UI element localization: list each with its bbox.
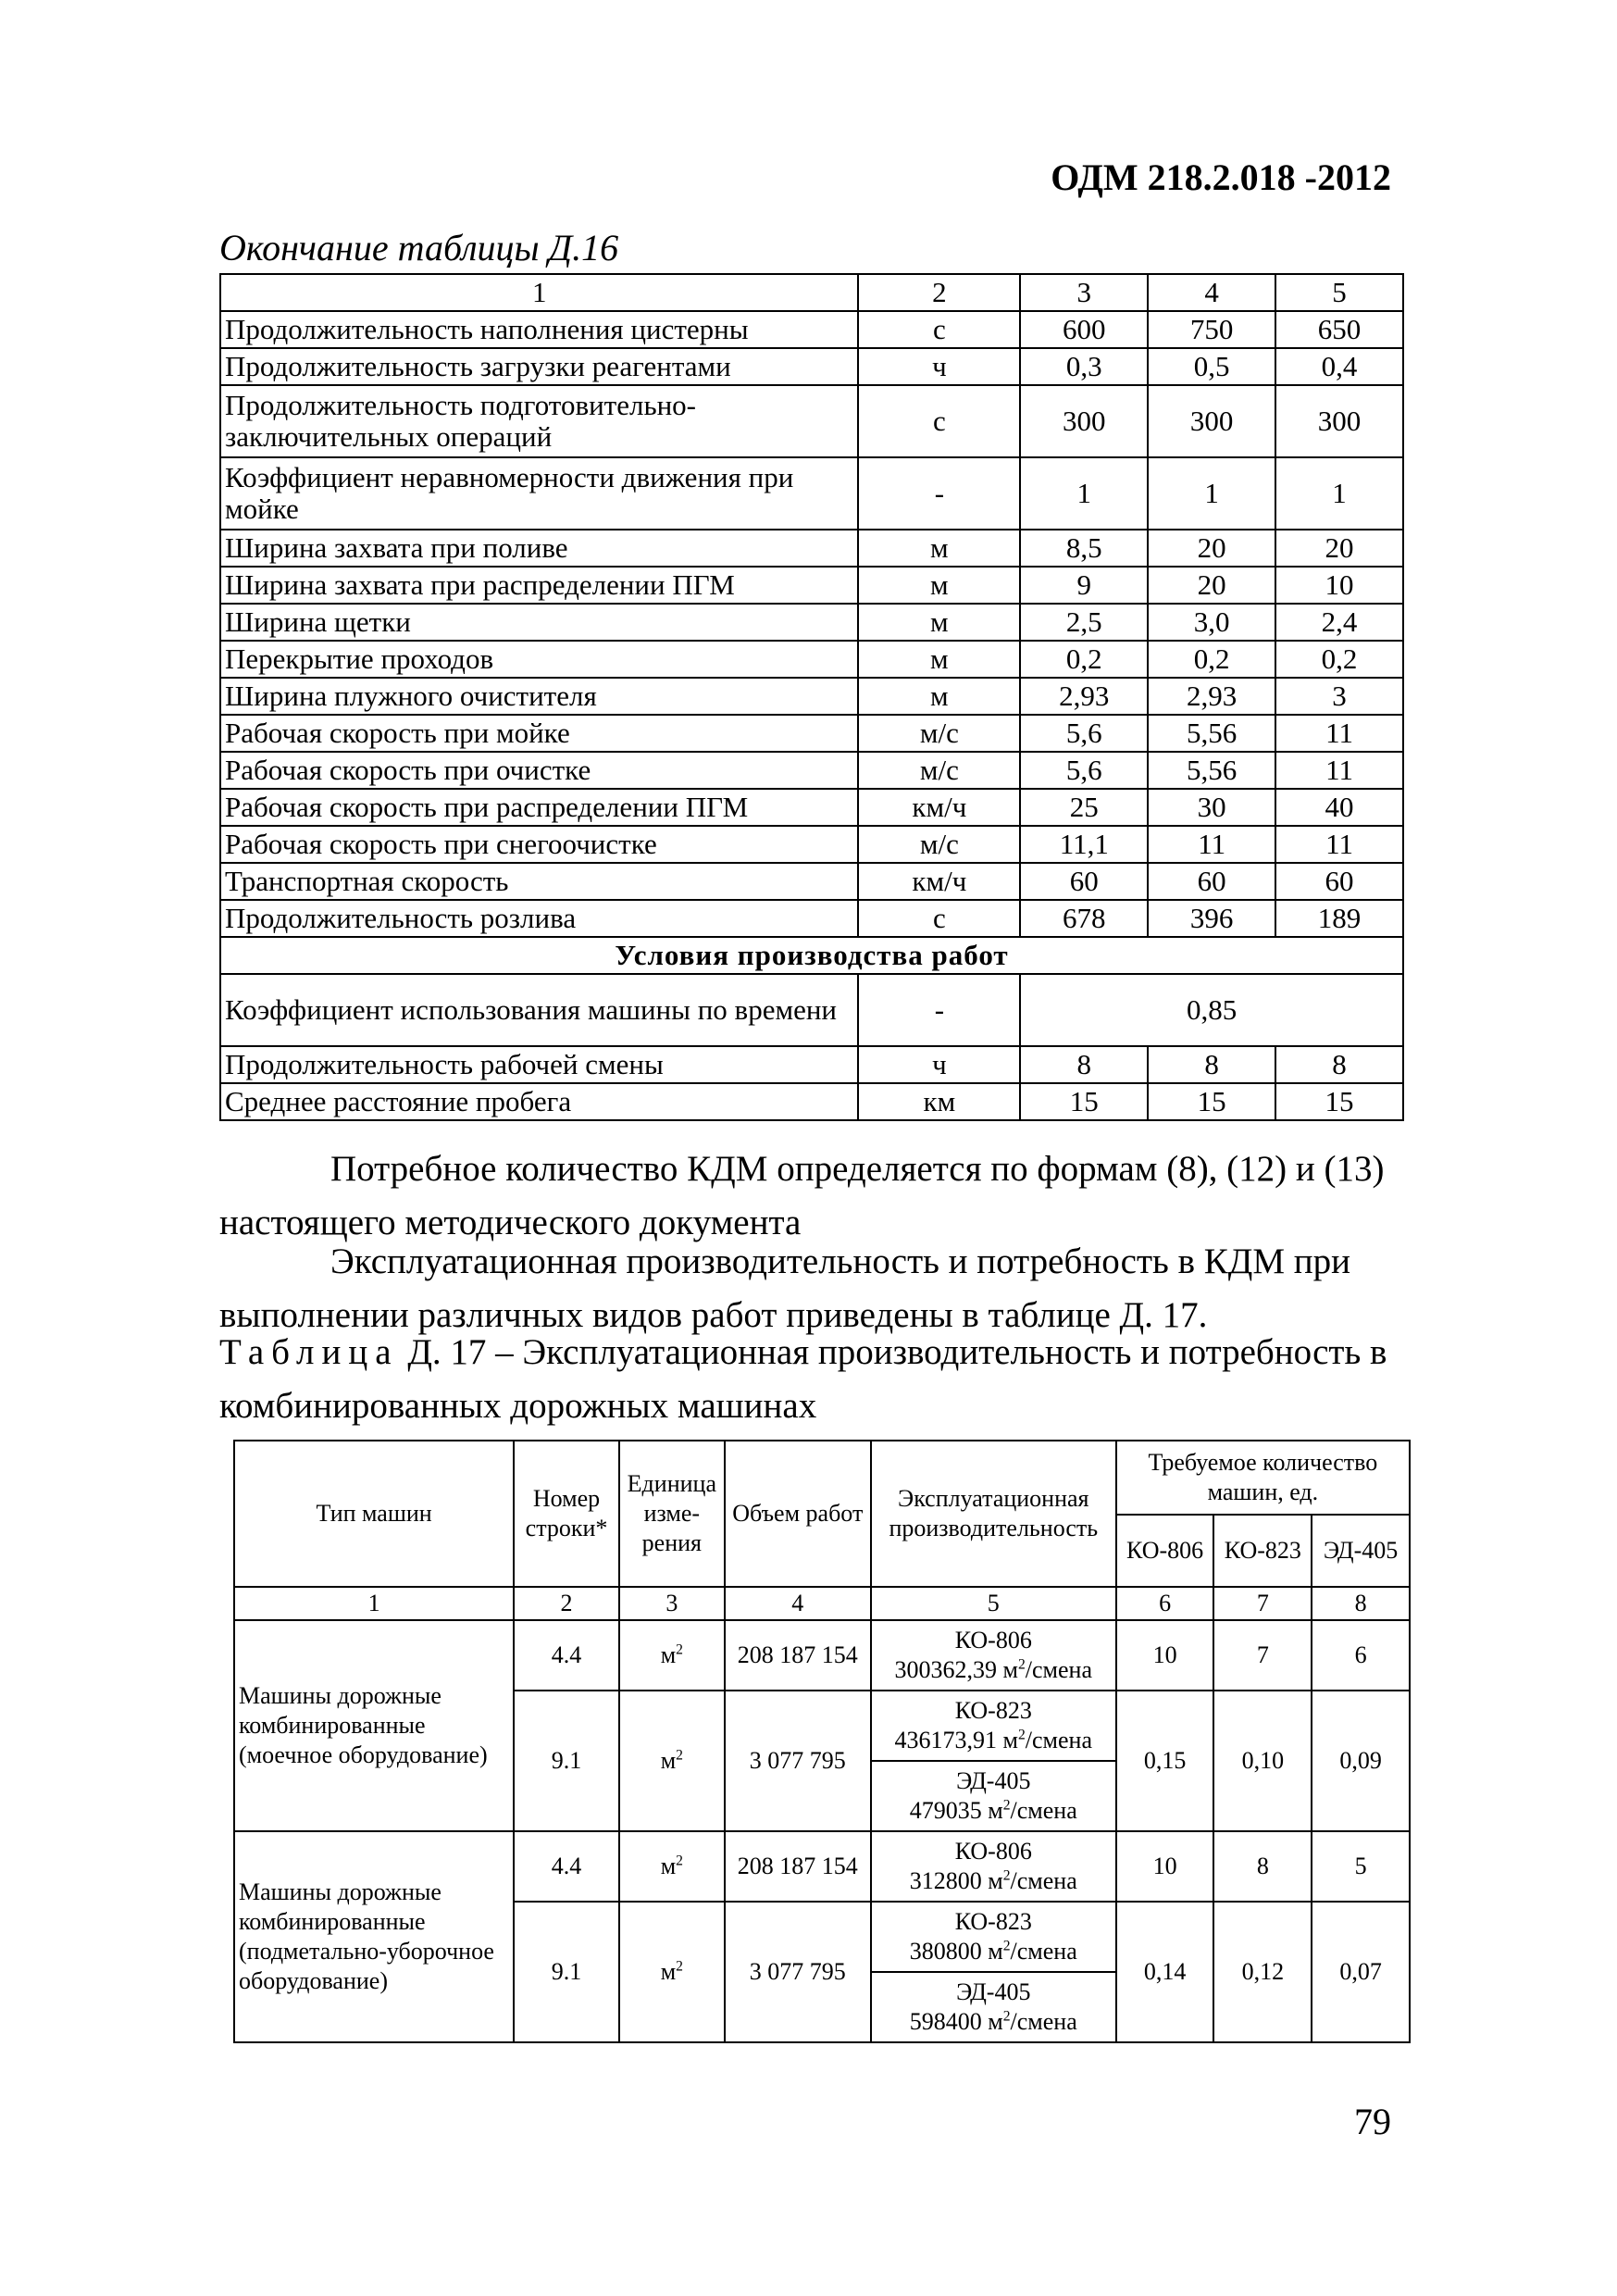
value-cell: 20 [1275,530,1403,567]
value-cell: 300 [1020,385,1148,457]
table-row [220,1046,1403,1083]
column-index-3: 3 [1020,274,1148,311]
table-d17-title [219,1326,1413,1433]
row-number: 4.4 [514,1831,619,1902]
column-index-1: 1 [234,1587,514,1620]
value-cell: 5,6 [1020,752,1148,789]
value-cell: 20 [1148,567,1275,604]
parameter-name: Продолжительность розлива [220,900,858,937]
value-cell: 8 [1020,1046,1148,1083]
value-cell: 3 [1275,678,1403,715]
parameter-name: Среднее расстояние пробега [220,1083,858,1120]
work-volume: 3 077 795 [725,1902,871,2042]
value-cell: 15 [1148,1083,1275,1120]
value-cell: 2,93 [1148,678,1275,715]
work-volume: 3 077 795 [725,1691,871,1831]
header-type: Тип машин [234,1441,514,1587]
value-cell: 0,5 [1148,348,1275,385]
value-cell: 650 [1275,311,1403,348]
value-cell: 396 [1148,900,1275,937]
table-row [220,604,1403,641]
productivity-cell [871,1972,1116,2042]
value-cell: 600 [1020,311,1148,348]
unit-cell: - [858,974,1020,1046]
table-row [220,826,1403,863]
unit-cell: км/ч [858,789,1020,826]
table-row [220,900,1403,937]
machine-model: КО-823 [954,1908,1032,1935]
table-row [220,974,1403,1046]
required-count: 10 [1116,1620,1214,1691]
row-number: 9.1 [514,1691,619,1831]
value-cell: 5,56 [1148,752,1275,789]
unit-cell: м [858,604,1020,641]
value-cell: 8 [1275,1046,1403,1083]
table-row [220,385,1403,457]
productivity-cell [871,1831,1116,1902]
parameter-name: Ширина захвата при поливе [220,530,858,567]
required-count: 0,12 [1213,1902,1312,2042]
value-cell: 3,0 [1148,604,1275,641]
value-cell: 300 [1275,385,1403,457]
value-cell: 11 [1275,715,1403,752]
value-cell: 9 [1020,567,1148,604]
productivity-cell [871,1620,1116,1691]
value-cell: 60 [1020,863,1148,900]
value-cell: 750 [1148,311,1275,348]
table-label: Таблица [219,1332,399,1372]
row-number: 9.1 [514,1902,619,2042]
header-required-count: Требуемое количество машин, ед. [1116,1441,1410,1515]
column-index-4: 4 [1148,274,1275,311]
unit-cell: км/ч [858,863,1020,900]
machine-model: КО-823 [954,1697,1032,1724]
header-productivity: Эксплуатационная производительность [871,1441,1116,1587]
table-d17-index-row [234,1587,1410,1620]
productivity-value: 598400 $м^2$/смена [909,2008,1077,2035]
header-ko-806: КО-806 [1116,1515,1214,1587]
value-cell: 5,56 [1148,715,1275,752]
value-cell: 10 [1275,567,1403,604]
productivity-value: 479035 $м^2$/смена [909,1797,1077,1824]
table-row [220,678,1403,715]
productivity-value: 312800 $м^2$/смена [909,1867,1077,1894]
header-row-number: Номер строки* [514,1441,619,1587]
required-count: 8 [1213,1831,1312,1902]
parameter-name: Рабочая скорость при очистке [220,752,858,789]
table-row [220,567,1403,604]
required-count: 10 [1116,1831,1214,1902]
productivity-value: 300362,39 $м^2$/смена [894,1656,1093,1683]
table-title-text: Д. 17 – Эксплуатационная производительность и потребность в комбинированных дорожных машинах [219,1332,1387,1426]
unit-cell: с [858,311,1020,348]
unit-cell: м/с [858,715,1020,752]
header-unit: Единица изме-рения [619,1441,725,1587]
table-row [220,457,1403,530]
column-index-7: 7 [1213,1587,1312,1620]
productivity-value: 436173,91 $м^2$/смена [894,1727,1093,1753]
value-cell: 0,2 [1275,641,1403,678]
machine-model: КО-806 [954,1627,1032,1653]
table-row [234,1831,1410,1902]
column-index-5: 5 [1275,274,1403,311]
value-cell: 0,2 [1148,641,1275,678]
required-count: 0,15 [1116,1691,1214,1831]
unit-cell: м/с [858,752,1020,789]
value-cell: 15 [1020,1083,1148,1120]
column-index-8: 8 [1312,1587,1410,1620]
required-count: 0,07 [1312,1902,1410,2042]
required-count: 0,14 [1116,1902,1214,2042]
document-code: ОДМ 218.2.018 -2012 [1051,156,1391,198]
table-d16 [219,273,1404,1121]
value-cell: 11 [1275,752,1403,789]
unit-cell: $м^2$ [619,1620,725,1691]
value-cell: 189 [1275,900,1403,937]
table-row [220,530,1403,567]
unit-cell: м/с [858,826,1020,863]
machine-model: ЭД-405 [956,1767,1031,1794]
value-cell: 300 [1148,385,1275,457]
column-index-2: 2 [858,274,1020,311]
value-cell: 40 [1275,789,1403,826]
value-cell: 2,93 [1020,678,1148,715]
header-ko-823: КО-823 [1213,1515,1312,1587]
parameter-name: Продолжительность подготовительно-заключительных операций [220,385,858,457]
parameter-name: Рабочая скорость при снегоочистке [220,826,858,863]
value-cell: 25 [1020,789,1148,826]
table-row [220,311,1403,348]
parameter-name: Ширина захвата при распределении ПГМ [220,567,858,604]
required-count: 6 [1312,1620,1410,1691]
value-cell: 8 [1148,1046,1275,1083]
section-row [220,937,1403,974]
required-count: 7 [1213,1620,1312,1691]
value-cell: 60 [1275,863,1403,900]
value-cell: 15 [1275,1083,1403,1120]
table-row [234,1620,1410,1691]
paragraph-kdm-count: Потребное количество КДМ определяется по формам (8), (12) и (13) настоящего методического документа [219,1149,1385,1242]
parameter-name: Ширина щетки [220,604,858,641]
parameter-name: Коэффициент использования машины по времени [220,974,858,1046]
machine-model: ЭД-405 [956,1978,1031,2005]
value-cell: 5,6 [1020,715,1148,752]
unit-cell: м [858,641,1020,678]
machine-type: Машины дорожные комбинированные (моечное оборудование) [234,1620,514,1831]
value-cell: 1 [1148,457,1275,530]
required-count: 5 [1312,1831,1410,1902]
page-number: 79 [1354,2101,1391,2142]
column-index-2: 2 [514,1587,619,1620]
work-volume: 208 187 154 [725,1620,871,1691]
work-volume: 208 187 154 [725,1831,871,1902]
value-cell: 0,2 [1020,641,1148,678]
unit-cell: с [858,385,1020,457]
productivity-value: 380800 $м^2$/смена [909,1938,1077,1965]
required-count: 0,10 [1213,1691,1312,1831]
parameter-name: Продолжительность загрузки реагентами [220,348,858,385]
value-cell: 0,4 [1275,348,1403,385]
unit-cell: км [858,1083,1020,1120]
table-row [220,752,1403,789]
unit-cell: ч [858,348,1020,385]
paragraph-productivity: Эксплуатационная производительность и потребность в КДМ при выполнении различных видов работ приведены в таблице Д. 17. [219,1242,1351,1335]
unit-cell: - [858,457,1020,530]
column-index-4: 4 [725,1587,871,1620]
table-row [220,641,1403,678]
column-index-6: 6 [1116,1587,1214,1620]
section-title: Условия производства работ [220,937,1403,974]
value-cell: 2,4 [1275,604,1403,641]
parameter-name: Транспортная скорость [220,863,858,900]
machine-type: Машины дорожные комбинированные (подметально-уборочное оборудование) [234,1831,514,2042]
value-cell: 2,5 [1020,604,1148,641]
value-cell: 678 [1020,900,1148,937]
table-row [220,789,1403,826]
header-ed-405: ЭД-405 [1312,1515,1410,1587]
productivity-cell [871,1902,1116,1972]
parameter-name: Продолжительность наполнения цистерны [220,311,858,348]
machine-model: КО-806 [954,1838,1032,1865]
parameter-name: Ширина плужного очистителя [220,678,858,715]
parameter-name: Коэффициент неравномерности движения при мойке [220,457,858,530]
required-count: 0,09 [1312,1691,1410,1831]
unit-cell: м [858,567,1020,604]
unit-cell: ч [858,1046,1020,1083]
column-index-1: 1 [220,274,858,311]
value-cell: 0,3 [1020,348,1148,385]
unit-cell: $м^2$ [619,1831,725,1902]
value-cell: 30 [1148,789,1275,826]
value-cell: 8,5 [1020,530,1148,567]
table-row [220,1083,1403,1120]
productivity-cell [871,1761,1116,1831]
table-row [220,715,1403,752]
value-cell: 1 [1020,457,1148,530]
unit-cell: $м^2$ [619,1691,725,1831]
value-cell: 60 [1148,863,1275,900]
parameter-name: Продолжительность рабочей смены [220,1046,858,1083]
unit-cell: м [858,678,1020,715]
value-cell: 1 [1275,457,1403,530]
table-d17 [233,1440,1411,2043]
table-d16-index-row [220,274,1403,311]
unit-cell: $м^2$ [619,1902,725,2042]
row-number: 4.4 [514,1620,619,1691]
unit-cell: м [858,530,1020,567]
parameter-name: Рабочая скорость при распределении ПГМ [220,789,858,826]
parameter-name: Перекрытие проходов [220,641,858,678]
productivity-cell [871,1691,1116,1761]
header-volume: Объем работ [725,1441,871,1587]
parameter-name: Рабочая скорость при мойке [220,715,858,752]
value-cell: 11,1 [1020,826,1148,863]
column-index-5: 5 [871,1587,1116,1620]
table-row [220,348,1403,385]
column-index-3: 3 [619,1587,725,1620]
table-continuation-caption: Окончание таблицы Д.16 [219,227,619,268]
unit-cell: с [858,900,1020,937]
value-cell: 20 [1148,530,1275,567]
value-cell: 11 [1148,826,1275,863]
value-cell: 11 [1275,826,1403,863]
table-row [220,863,1403,900]
merged-value-cell: 0,85 [1020,974,1403,1046]
